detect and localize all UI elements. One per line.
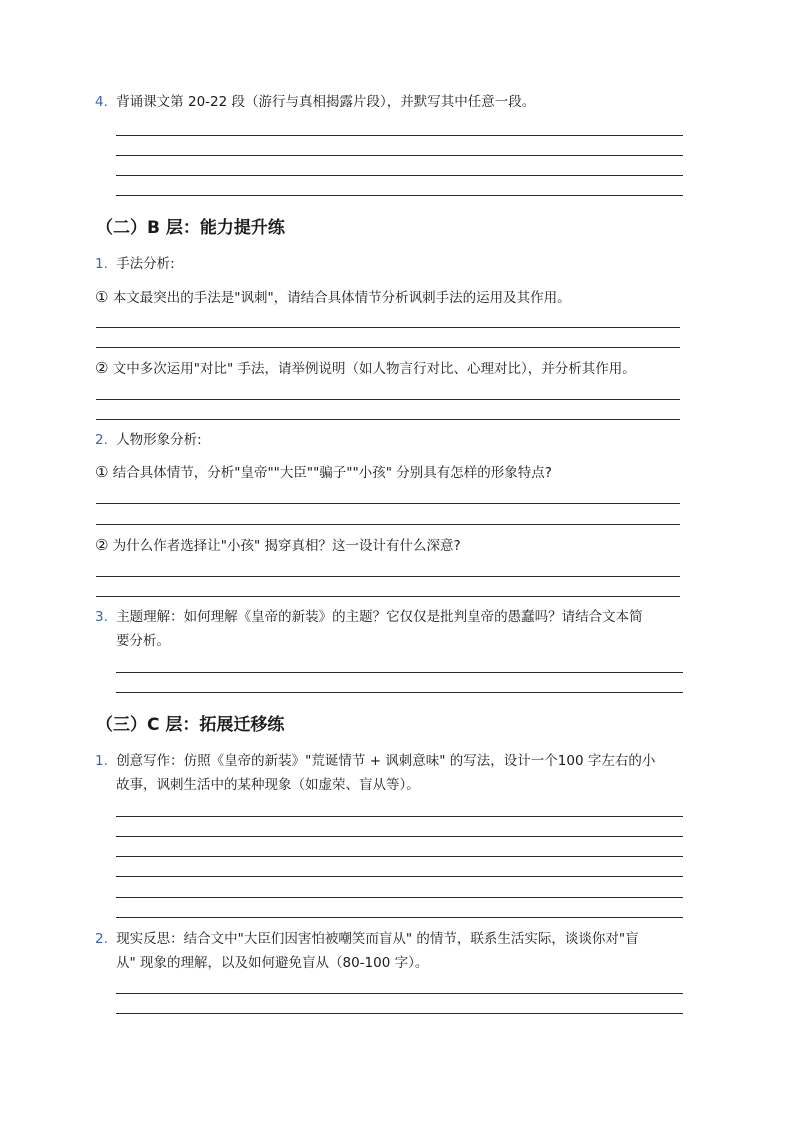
- answer-line[interactable]: [96, 327, 680, 328]
- circled-number: ②: [95, 536, 109, 554]
- answer-line[interactable]: [96, 347, 680, 348]
- answer-line[interactable]: [116, 856, 683, 857]
- subquestion-text: 结合具体情节，分析"皇帝""大臣""骗子""小孩" 分别具有怎样的形象特点?: [112, 465, 552, 481]
- question-text-line-2: 从" 现象的理解，以及如何避免盲从（80-100 字）。: [116, 955, 429, 971]
- answer-line[interactable]: [96, 524, 680, 525]
- question-number: 1.: [95, 256, 108, 272]
- answer-line[interactable]: [116, 836, 683, 837]
- question-b3: [95, 607, 643, 627]
- question-number: 4.: [95, 94, 108, 110]
- question-number: 1.: [95, 753, 108, 769]
- answer-line[interactable]: [116, 195, 683, 196]
- answer-line[interactable]: [116, 876, 683, 877]
- subquestion-text: 文中多次运用"对比" 手法，请举例说明（如人物言行对比、心理对比），并分析其作用。: [112, 361, 636, 377]
- answer-line[interactable]: [96, 576, 680, 577]
- subquestion-b1-1: [95, 287, 571, 308]
- answer-line[interactable]: [116, 135, 683, 136]
- question-text-line-1: 创意写作：仿照《皇帝的新装》"荒诞情节 + 讽刺意味" 的写法，设计一个100 字左右的小: [116, 753, 656, 769]
- question-c1: [95, 751, 655, 771]
- question-title: 人物形象分析:: [116, 432, 202, 448]
- answer-line[interactable]: [116, 155, 683, 156]
- question-b1: [95, 254, 175, 274]
- circled-number: ①: [95, 288, 109, 306]
- subquestion-b2-1: [95, 462, 552, 483]
- section-heading-c: （三）C 层：拓展迁移练: [96, 715, 285, 735]
- answer-line[interactable]: [116, 816, 683, 817]
- question-text-line-1: 主题理解：如何理解《皇帝的新装》的主题？它仅仅是批判皇帝的愚蠢吗？请结合文本简: [116, 609, 643, 625]
- section-heading-b: （二）B 层：能力提升练: [96, 218, 285, 238]
- question-title: 手法分析:: [116, 256, 175, 272]
- answer-line[interactable]: [116, 1013, 683, 1014]
- answer-line[interactable]: [116, 175, 683, 176]
- question-a4: [95, 92, 535, 112]
- question-text: 背诵课文第 20-22 段（游行与真相揭露片段），并默写其中任意一段。: [116, 94, 536, 110]
- answer-line[interactable]: [116, 897, 683, 898]
- answer-line[interactable]: [96, 399, 680, 400]
- answer-line[interactable]: [116, 672, 683, 673]
- question-number: 3.: [95, 609, 108, 625]
- question-text-line-2: 故事，讽刺生活中的某种现象（如虚荣、盲从等）。: [116, 777, 420, 793]
- question-text-line-1: 现实反思：结合文中"大臣们因害怕被嘲笑而盲从" 的情节，联系生活实际，谈谈你对"盲: [116, 931, 639, 947]
- subquestion-b2-2: [95, 535, 461, 556]
- answer-line[interactable]: [116, 993, 683, 994]
- circled-number: ①: [95, 463, 109, 481]
- subquestion-b1-2: [95, 358, 636, 379]
- question-number: 2.: [95, 432, 108, 448]
- question-text-line-2: 要分析。: [116, 633, 170, 649]
- question-c2: [95, 929, 639, 949]
- subquestion-text: 为什么作者选择让"小孩" 揭穿真相？这一设计有什么深意?: [112, 538, 461, 554]
- answer-line[interactable]: [96, 596, 680, 597]
- answer-line[interactable]: [96, 419, 680, 420]
- answer-line[interactable]: [96, 503, 680, 504]
- answer-line[interactable]: [116, 692, 683, 693]
- subquestion-text: 本文最突出的手法是"讽刺"，请结合具体情节分析讽刺手法的运用及其作用。: [112, 290, 571, 306]
- question-b2: [95, 430, 202, 450]
- circled-number: ②: [95, 359, 109, 377]
- question-number: 2.: [95, 931, 108, 947]
- answer-line[interactable]: [116, 917, 683, 918]
